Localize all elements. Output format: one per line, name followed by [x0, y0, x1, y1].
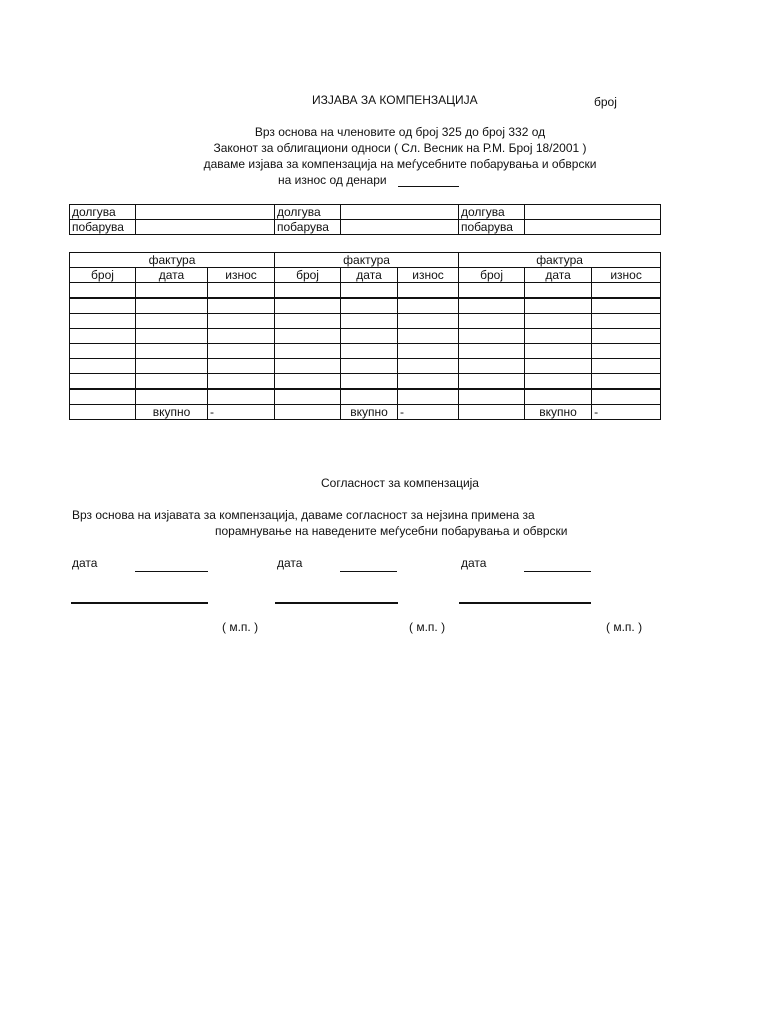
- table-cell: [525, 220, 661, 235]
- table-row: [70, 329, 661, 344]
- column-header: износ: [398, 268, 459, 283]
- table-cell: [70, 405, 136, 420]
- intro-line-3: даваме изјава за компензација на меѓусебните побарувања и обврски: [203, 157, 597, 171]
- parties-table: [69, 204, 661, 235]
- invoice-group-header: фактура: [459, 253, 661, 268]
- table-row: [70, 298, 661, 314]
- column-header: број: [459, 268, 525, 283]
- signature-line: [71, 602, 208, 604]
- column-header: дата: [525, 268, 592, 283]
- claim-label: побарува: [70, 220, 136, 235]
- intro-line-2: Законот за облигациони односи ( Сл. Весник на Р.М. Број 18/2001 ): [213, 141, 587, 155]
- date-label: дата: [72, 556, 98, 570]
- column-header: број: [275, 268, 341, 283]
- total-value: -: [208, 405, 275, 420]
- column-header: дата: [341, 268, 398, 283]
- intro-line-4: на износ од денари: [278, 173, 387, 187]
- consent-title: Согласност за компензација: [321, 476, 479, 490]
- stamp-label: ( м.п. ): [606, 620, 643, 634]
- table-row: [70, 205, 661, 220]
- table-cell: [136, 205, 275, 220]
- table-cell: [275, 405, 341, 420]
- total-row: [70, 405, 661, 420]
- table-row: [70, 220, 661, 235]
- table-row: [70, 374, 661, 390]
- date-line: [524, 571, 591, 572]
- date-label: дата: [461, 556, 487, 570]
- stamp-label: ( м.п. ): [222, 620, 259, 634]
- column-header: износ: [592, 268, 661, 283]
- table-cell: [525, 205, 661, 220]
- column-header-row: [70, 268, 661, 283]
- number-label: број: [594, 95, 617, 109]
- table-cell: [341, 220, 459, 235]
- debt-label: долгува: [70, 205, 136, 220]
- total-label: вкупно: [525, 405, 592, 420]
- group-header-row: [70, 253, 661, 268]
- document-title: ИЗЈАВА ЗА КОМПЕНЗАЦИЈА: [312, 93, 478, 107]
- table-row: [70, 283, 661, 299]
- column-header: број: [70, 268, 136, 283]
- stamp-label: ( м.п. ): [409, 620, 446, 634]
- invoice-table: [69, 252, 661, 420]
- column-header: износ: [208, 268, 275, 283]
- table-cell: [459, 405, 525, 420]
- debt-label: долгува: [459, 205, 525, 220]
- amount-underline: [398, 186, 459, 187]
- invoice-group-header: фактура: [70, 253, 275, 268]
- debt-label: долгува: [275, 205, 341, 220]
- table-row: [70, 314, 661, 329]
- table-row: [70, 359, 661, 374]
- date-line: [340, 571, 397, 572]
- signature-line: [275, 602, 398, 604]
- intro-line-1: Врз основа на членовите од број 325 до број 332 од: [254, 125, 546, 139]
- consent-text-line-2: порамнување на наведените меѓусебни побарувања и обврски: [215, 524, 568, 538]
- table-row: [70, 389, 661, 405]
- date-line: [135, 571, 208, 572]
- invoice-group-header: фактура: [275, 253, 459, 268]
- total-label: вкупно: [341, 405, 398, 420]
- total-label: вкупно: [136, 405, 208, 420]
- total-value: -: [592, 405, 661, 420]
- signature-line: [459, 602, 591, 604]
- table-cell: [341, 205, 459, 220]
- date-label: дата: [277, 556, 303, 570]
- claim-label: побарува: [459, 220, 525, 235]
- table-cell: [136, 220, 275, 235]
- consent-text-line-1: Врз основа на изјавата за компензација, даваме согласност за нејзина примена за: [72, 508, 535, 522]
- total-value: -: [398, 405, 459, 420]
- column-header: дата: [136, 268, 208, 283]
- claim-label: побарува: [275, 220, 341, 235]
- table-row: [70, 344, 661, 359]
